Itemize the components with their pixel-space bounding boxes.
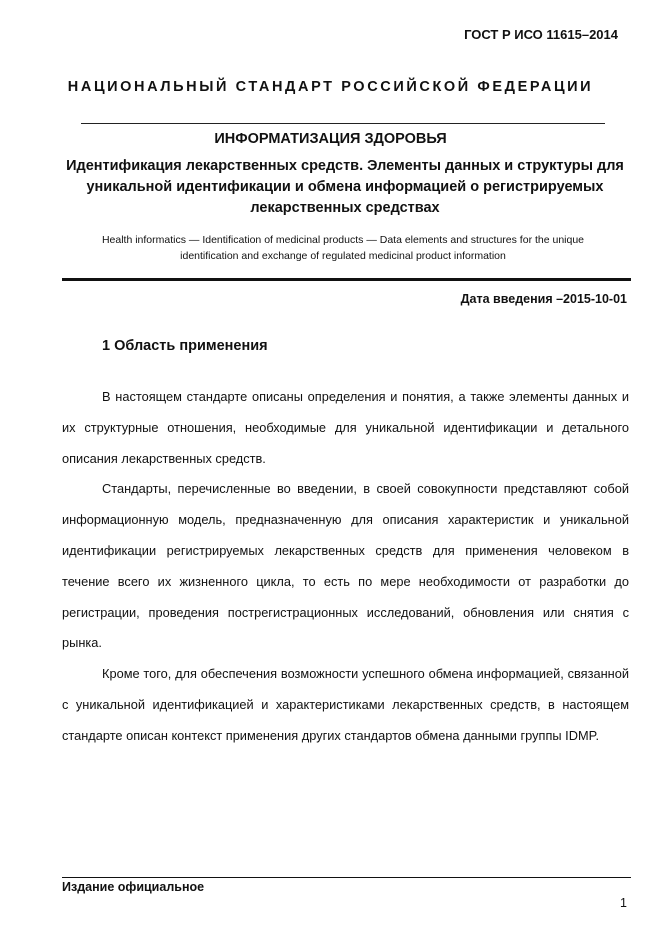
- paragraph: Стандарты, перечисленные во введении, в своей совокупности представляют собой информационную модель, предназначенную для описания характеристик и уникальной идентификации регистрируемых лекарственных средств для применения человеком в течение всего их жизненного цикла, то есть по мере необходимости от разработки до регистрации, проведения пострегистрационных исследований, обновления или снятия с рынка.: [62, 481, 629, 651]
- document-subtitle: Идентификация лекарственных средств. Элементы данных и структуры для уникальной идентификации и обмена информацией о регистрируемых лекарственных средствах: [66, 158, 624, 216]
- introduction-date: Дата введения –2015-10-01: [460, 292, 627, 306]
- edition-label: Издание официальное: [62, 880, 205, 894]
- paragraph: В настоящем стандарте описаны определения и понятия, а также элементы данных и их структурные отношения, необходимые для уникальной идентификации и детального описания лекарственных средств.: [62, 389, 629, 466]
- paragraph: Кроме того, для обеспечения возможности успешного обмена информацией, связанной с уникальной идентификацией и характеристиками лекарственных средств, в настоящем стандарте описан контекст применения других стандартов обмена данными группы IDMP.: [62, 666, 629, 743]
- section-heading: 1 Область применения: [102, 338, 268, 354]
- national-standard-heading: НАЦИОНАЛЬНЫЙ СТАНДАРТ РОССИЙСКОЙ ФЕДЕРАЦИИ: [67, 79, 594, 95]
- title-divider: [81, 123, 605, 124]
- section-body: [62, 382, 629, 752]
- document-title: ИНФОРМАТИЗАЦИЯ ЗДОРОВЬЯ: [214, 131, 447, 147]
- page-number: 1: [620, 896, 627, 910]
- footer-divider: [62, 877, 631, 878]
- document-id: ГОСТ Р ИСО 11615–2014: [464, 27, 618, 42]
- english-title: Health informatics — Identification of medicinal products — Data elements and structures for the unique identification and exchange of regulated medicinal product information: [101, 234, 585, 262]
- header-divider: [62, 278, 631, 281]
